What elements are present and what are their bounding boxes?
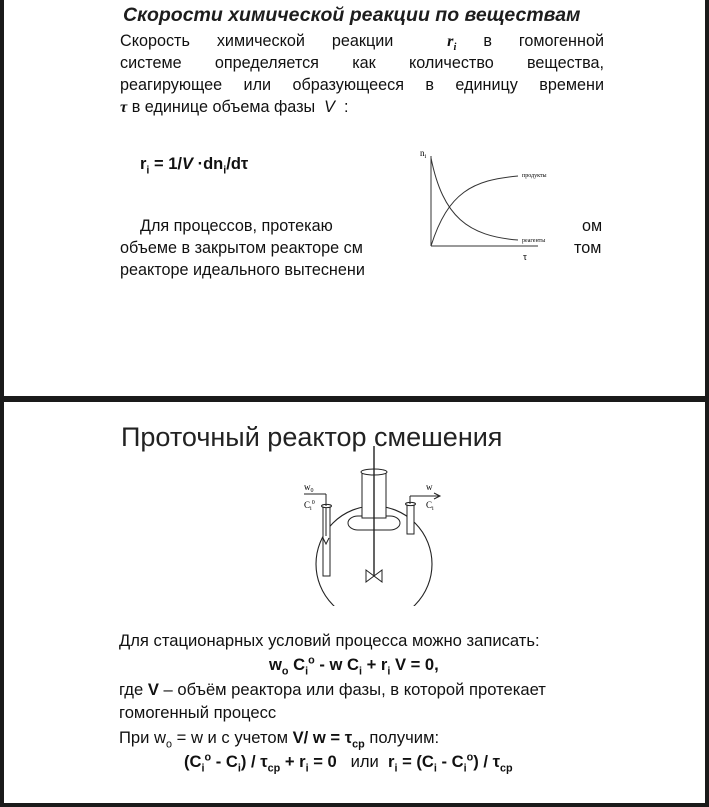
paragraph-line: системе определяется как количество вещества,	[120, 54, 604, 72]
y-axis-label: $n_i$	[420, 148, 427, 160]
text-line: где V – объём реактора или фазы, в которой протекает	[119, 680, 546, 699]
reactor-diagram	[294, 446, 454, 606]
paragraph-line: τ в единице объема фазы V :	[120, 98, 349, 116]
paragraph-line: объеме в закрытом реакторе см	[120, 239, 363, 257]
slide-flow-reactor	[4, 402, 705, 803]
products-label: продукты	[522, 173, 547, 179]
slide-reaction-rates	[4, 0, 705, 396]
paragraph-line: Скорость химической реакции $r_i$ в гомогенной	[120, 32, 604, 54]
slide-title: Скорости химической реакции по веществам	[123, 4, 581, 26]
rate-formula: $r_i = 1/V \cdot dn_i/d\tau$	[140, 155, 249, 177]
text-line: гомогенный процесс	[119, 703, 277, 722]
x-axis-label: τ	[523, 252, 528, 263]
reagents-label: реагенты	[522, 238, 546, 244]
text-line: При $w_o = w$ и с учетом V/ $w = \tau_{ср}$ получим:	[119, 728, 440, 751]
text-line: Для стационарных условий процесса можно записать:	[119, 631, 540, 650]
inlet-conc-label: $C_i^0$	[304, 500, 315, 512]
paragraph-line: реагирующее или образующееся в единицу времени	[120, 76, 604, 94]
graph-background	[408, 142, 578, 280]
outlet-tube	[407, 504, 414, 534]
paragraph-line-end: ом	[582, 217, 603, 235]
paragraph-line: реакторе идеального вытеснени	[120, 261, 365, 279]
slide-title: Проточный реактор смешения	[121, 422, 503, 452]
kinetics-graph	[408, 142, 578, 280]
equation-balance: $w_o$ $C_i^o$ - w $C_i + r_i$ V = 0,	[269, 654, 439, 678]
paragraph-line: Для процессов, протекаю	[140, 217, 333, 235]
outlet-flow-label: w	[426, 482, 433, 492]
outlet-conc-label: $C_i$	[426, 500, 434, 512]
inlet-flow-label: $w_0$	[304, 482, 314, 494]
equation-result: $(C_i^o - C_i) / \tau_{ср} + r_i = 0$ или $r_i = (C_i - C_i^o) / \tau_{ср}$	[184, 751, 513, 775]
paragraph-line-end: том	[574, 239, 602, 257]
